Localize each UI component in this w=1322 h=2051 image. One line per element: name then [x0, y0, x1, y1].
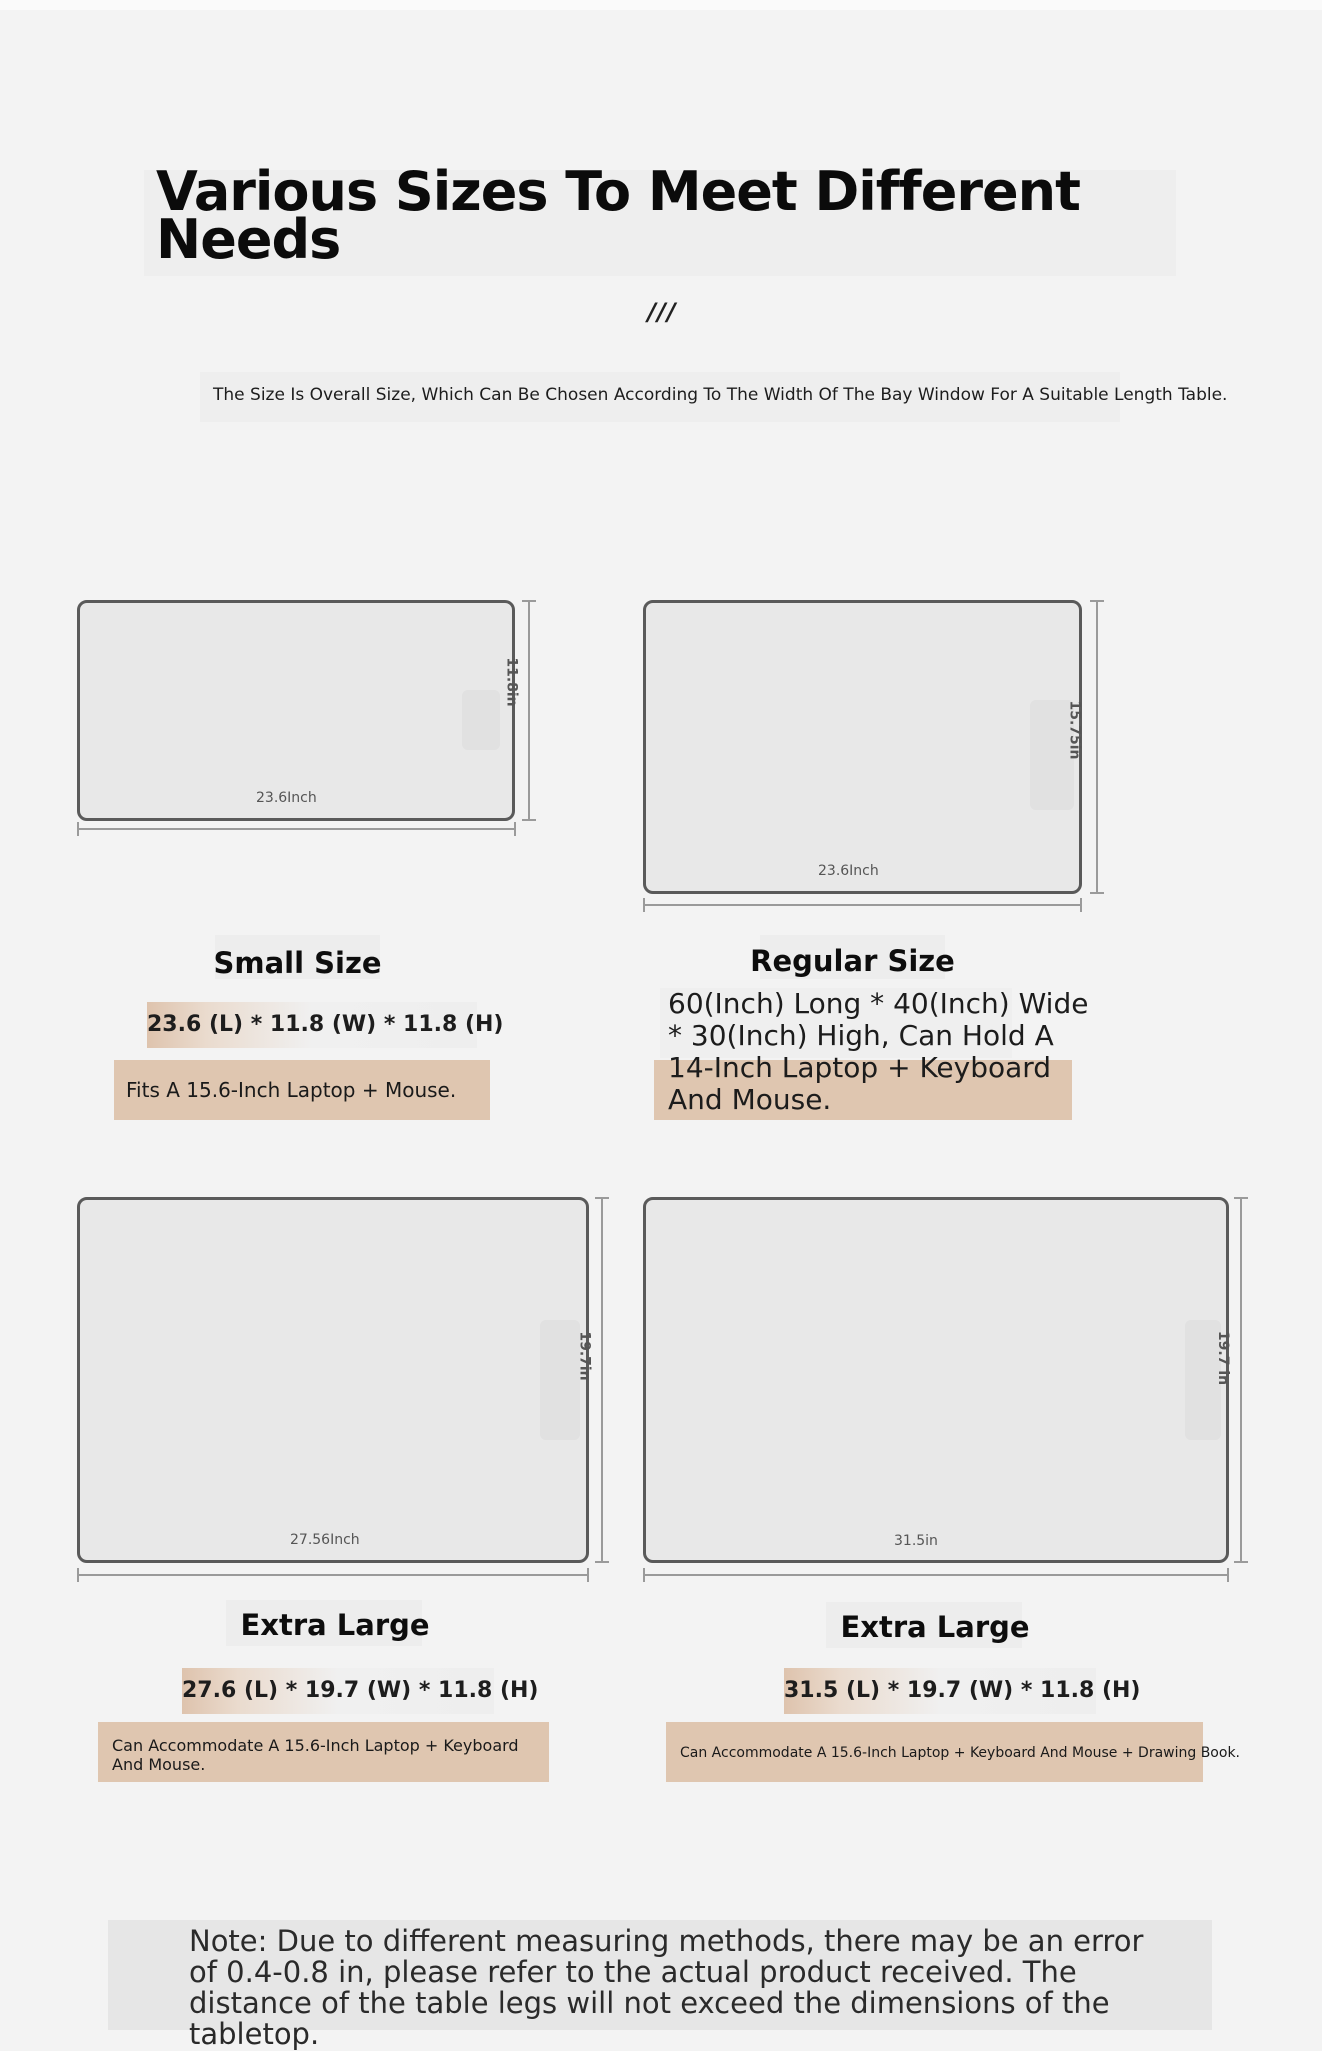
dimension-tick: [522, 600, 536, 602]
size-title: Small Size: [213, 946, 382, 980]
width-label: 23.6Inch: [818, 863, 879, 879]
tabletop-diagram: [77, 1197, 589, 1563]
dimension-tick: [514, 822, 516, 836]
size-title: Regular Size: [750, 944, 955, 978]
width-dimension-line: [643, 1574, 1229, 1576]
depth-dimension-line: [601, 1197, 603, 1563]
diagram-shade: [462, 690, 500, 750]
width-label: 31.5in: [894, 1533, 938, 1549]
width-dimension-line: [77, 1574, 589, 1576]
dimension-tick: [1227, 1568, 1229, 1582]
dimension-tick: [595, 1561, 609, 1563]
dimension-tick: [587, 1568, 589, 1582]
divider-ornament: ///: [647, 298, 677, 326]
size-description: Can Accommodate A 15.6-Inch Laptop + Keyboard And Mouse.: [112, 1736, 519, 1774]
dimension-tick: [1080, 898, 1082, 912]
dimension-tick: [1234, 1561, 1248, 1563]
dimension-tick: [77, 822, 79, 836]
size-title: Extra Large: [840, 1610, 1030, 1644]
dimension-tick: [1090, 600, 1104, 602]
measurement-note: Note: Due to different measuring methods, there may be an error of 0.4-0.8 in, please refer to the actual product received. The distance of the table legs will not exceed the dimensions of the tabletop.: [189, 1924, 1144, 2051]
dimension-tick: [77, 1568, 79, 1582]
dimension-tick: [643, 1568, 645, 1582]
width-dimension-line: [643, 904, 1082, 906]
depth-label: 19.7 in: [1215, 1330, 1232, 1386]
width-label: 23.6Inch: [256, 790, 317, 806]
depth-dimension-line: [1240, 1197, 1242, 1563]
tabletop-diagram: [77, 600, 515, 821]
size-description: Can Accommodate A 15.6-Inch Laptop + Keyboard And Mouse + Drawing Book.: [680, 1745, 1240, 1761]
tabletop-diagram: [643, 1197, 1232, 1563]
dimension-tick: [522, 819, 536, 821]
dimensions-badge: 23.6 (L) * 11.8 (W) * 11.8 (H): [147, 1002, 477, 1048]
dimension-tick: [1090, 892, 1104, 894]
dimension-tick: [1234, 1197, 1248, 1199]
depth-label: 15.75in: [1066, 700, 1083, 760]
page-title: Various Sizes To Meet Different Needs: [156, 160, 1080, 271]
depth-dimension-line: [528, 600, 530, 821]
diagram-shade: [540, 1320, 580, 1440]
dimensions-badge: 31.5 (L) * 19.7 (W) * 11.8 (H): [784, 1668, 1096, 1714]
depth-label: 11.8in: [503, 657, 520, 707]
dimension-tick: [595, 1197, 609, 1199]
dimension-tick: [643, 898, 645, 912]
tabletop-diagram: [643, 600, 1082, 894]
width-dimension-line: [77, 828, 515, 830]
depth-label: 19.7in: [576, 1331, 593, 1381]
top-strip: [0, 0, 1322, 10]
depth-dimension-line: [1096, 600, 1098, 894]
dimensions-badge: 27.6 (L) * 19.7 (W) * 11.8 (H): [182, 1668, 494, 1714]
width-label: 27.56Inch: [290, 1532, 360, 1548]
size-description: Fits A 15.6-Inch Laptop + Mouse.: [126, 1078, 457, 1102]
size-title: Extra Large: [240, 1608, 430, 1642]
size-description: 60(Inch) Long * 40(Inch) Wide * 30(Inch) High, Can Hold A 14-Inch Laptop + Keyboard And Mouse.: [668, 987, 1089, 1116]
page-subtitle: The Size Is Overall Size, Which Can Be Chosen According To The Width Of The Bay Window For A Suitable Length Table.: [213, 385, 1228, 405]
